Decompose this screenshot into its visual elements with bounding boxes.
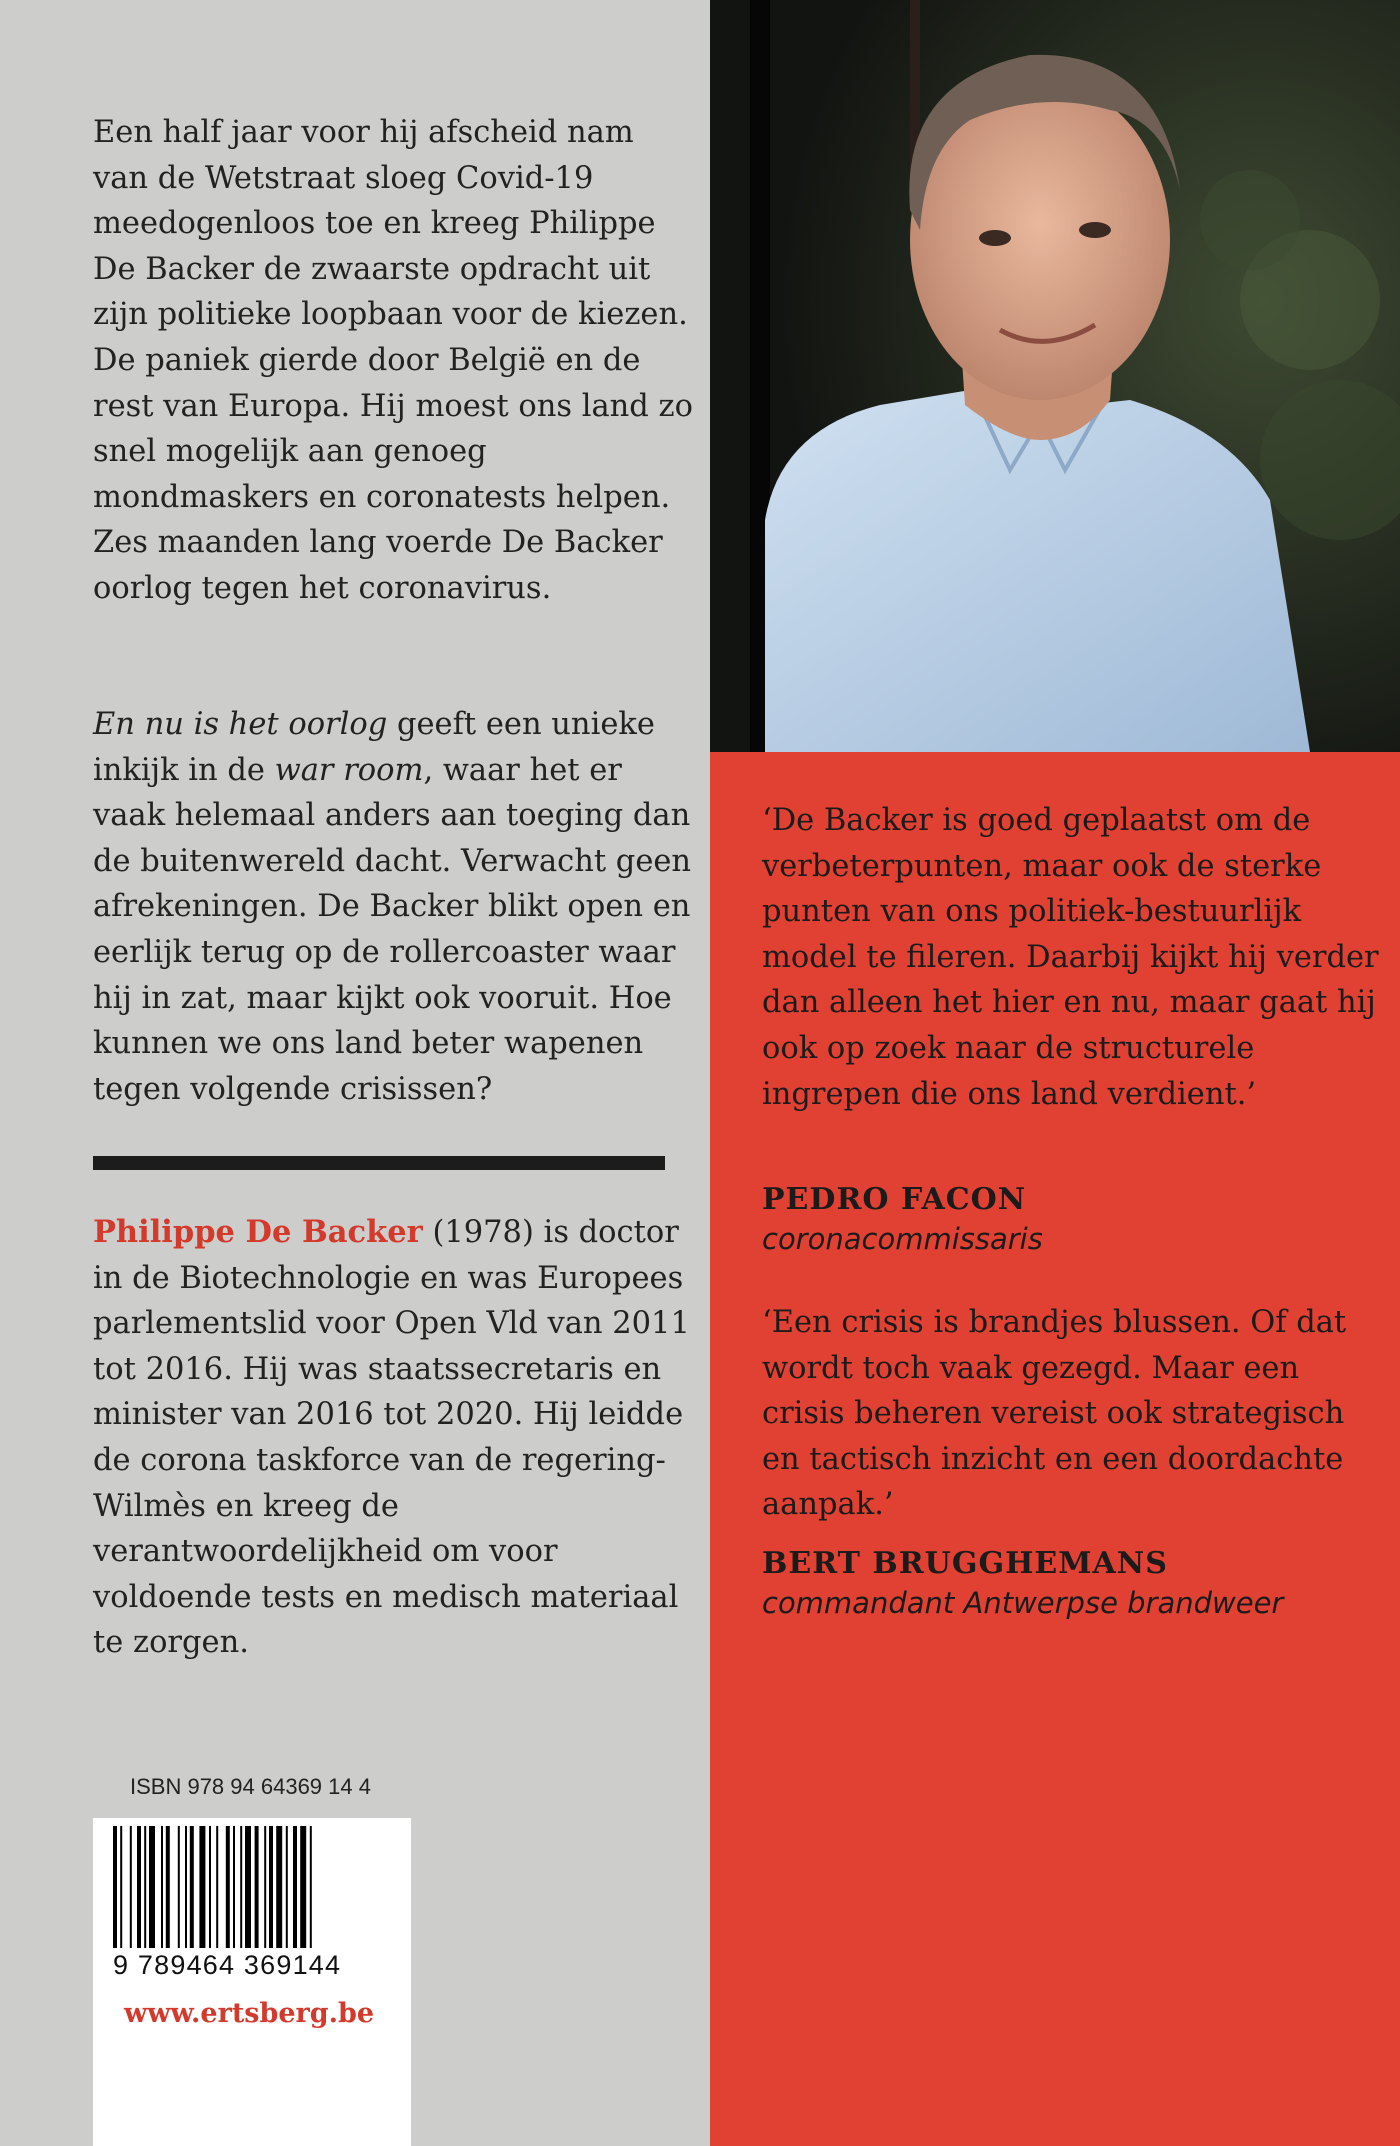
barcode-number: 9 789464 369144: [113, 1950, 342, 1980]
book-title: En nu is het oorlog: [93, 707, 388, 742]
author-bio: [93, 1210, 693, 1666]
war-room-term: war room: [274, 752, 424, 788]
quote-2: ‘Een crisis is brandjes blussen. Of dat wordt toch vaak gezegd. Maar een crisis beheren vereist ook strategisch en tactisch inzicht en een doordachte aanpak.’: [762, 1305, 1347, 1523]
quote-2-role: commandant Antwerpse brandweer: [762, 1586, 1284, 1620]
quote-2-author: BERT BRUGGHEMANS: [762, 1546, 1168, 1581]
bio-text: (1978) is doctor in de Biotechnologie en was Europees parlementslid voor Open Vld van 2011 tot 2016. Hij was staatssecretaris en minister van 2016 tot 2020. Hij leidde de corona taskforce van de regering-Wilmès en kreeg de verantwoordelijkheid om voor voldoende tests en medisch materiaal te zorgen.: [93, 1215, 690, 1661]
quote-1: ‘De Backer is goed geplaatst om de verbeterpunten, maar ook de sterke punten van ons politiek-bestuurlijk model te fileren. Daarbij kijkt hij verder dan alleen het hier en nu, maar gaat hij ook op zoek naar de structurele ingrepen die ons land verdient.’: [762, 803, 1379, 1112]
blurb-paragraph-1: Een half jaar voor hij afscheid nam van de Wetstraat sloeg Covid-19 meedogenloos toe en kreeg Philippe De Backer de zwaarste opdracht uit zijn politieke loopbaan voor de kiezen. De paniek gierde door België en de rest van Europa. Hij moest ons land zo snel mogelijk aan genoeg mondmaskers en coronatests helpen. Zes maanden lang voerde De Backer oorlog tegen het coronavirus.: [93, 115, 693, 606]
isbn-label: ISBN 978 94 64369 14 4: [130, 1774, 371, 1799]
blurb-paragraph-2: [93, 702, 693, 1112]
divider-rule: [93, 1156, 665, 1170]
author-portrait-illustration: [710, 0, 1400, 752]
quote-1-author: PEDRO FACON: [762, 1182, 1027, 1217]
blurb-text: , waar het er vaak helemaal anders aan toeging dan de buitenwereld dacht. Verwacht geen afrekeningen. De Backer blikt open en eerlijk terug op de rollercoaster waar hij in zat, maar kijkt ook vooruit. Hoe kunnen we ons land beter wapenen tegen volgende crisissen?: [93, 752, 692, 1107]
quote-1-role: coronacommissaris: [762, 1222, 1043, 1256]
blurb-text: geeft een unieke inkijk in de: [93, 707, 655, 788]
barcode: [113, 1826, 393, 1956]
publisher-website[interactable]: www.ertsberg.be: [124, 1998, 375, 2029]
author-photo: [710, 0, 1400, 752]
barcode-box: [93, 1818, 411, 2146]
author-name: Philippe De Backer: [93, 1214, 423, 1250]
